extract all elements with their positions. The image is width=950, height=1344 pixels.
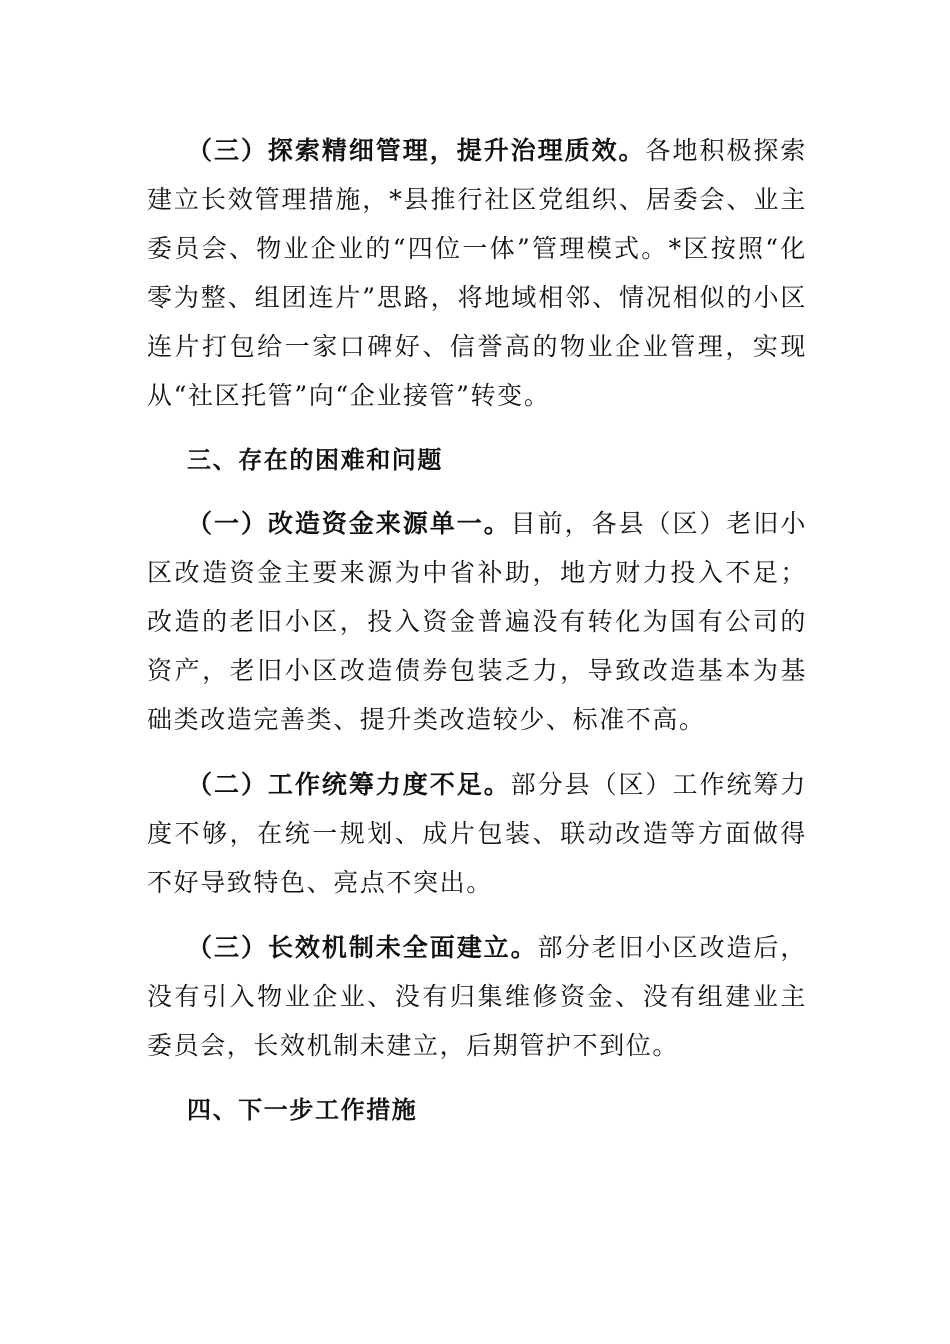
paragraph-text: 目前，各县（区）老旧小区改造资金主要来源为中省补助，地方财力投入不足；改造的老旧小区，投入资金普遍没有转化为国有公司的资产，老旧小区改造债券包装乏力，导致改造基本为基础类改造完善类、提升类改造较少、标准不高。 — [147, 509, 807, 734]
paragraph-text: 部分县（区）工作统筹力度不够，在统一规划、成片包装、联动改造等方面做得不好导致特色、亮点不突出。 — [147, 770, 807, 897]
document-body — [147, 126, 807, 1149]
paragraph-lead: （三）长效机制未全面建立。 — [187, 933, 538, 962]
paragraph-fine-management — [147, 126, 807, 420]
paragraph-funding-source — [147, 499, 807, 744]
paragraph-lead: （三）探索精细管理，提升治理质效。 — [187, 136, 646, 165]
section-heading-next-steps: 四、下一步工作措施 — [187, 1096, 418, 1124]
paragraph-long-term-mechanism — [147, 923, 807, 1070]
section-heading-problems: 三、存在的困难和问题 — [187, 446, 443, 474]
paragraph-text: 部分老旧小区改造后，没有引入物业企业、没有归集维修资金、没有组建业主委员会，长效机制未建立，后期管护不到位。 — [147, 933, 807, 1060]
paragraph-text: 各地积极探索建立长效管理措施，*县推行社区党组织、居委会、业主委员会、物业企业的“四位一体”管理模式。*区按照“化零为整、组团连片”思路，将地域相邻、情况相似的小区连片打包给一家口碑好、信誉高的物业企业管理，实现从“社区托管”向“企业接管”转变。 — [147, 136, 807, 410]
paragraph-coordination — [147, 760, 807, 907]
paragraph-lead: （一）改造资金来源单一。 — [187, 509, 511, 538]
paragraph-lead: （二）工作统筹力度不足。 — [187, 770, 511, 799]
